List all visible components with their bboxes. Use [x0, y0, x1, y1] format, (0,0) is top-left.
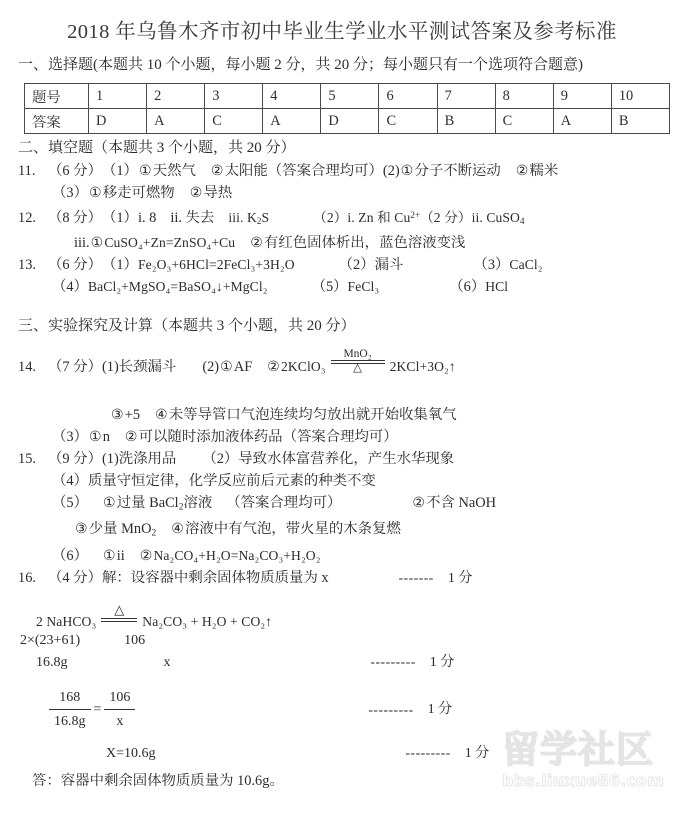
circled-number-2: ②	[267, 359, 280, 375]
page-title: 2018 年乌鲁木齐市初中毕业生学业水平测试答案及参考标准	[67, 21, 617, 43]
q13-part6-label: （6）	[449, 279, 486, 295]
q12-part-1ii: ii. 失去	[170, 209, 215, 226]
circled-number-1: ①	[88, 429, 102, 445]
numerator: 106	[109, 689, 131, 705]
fraction-left	[49, 687, 91, 732]
question-13-number: 13.	[18, 257, 36, 273]
q16-mass-left: 2×(23+61)	[20, 632, 81, 648]
circled-number-1: ①	[88, 185, 102, 201]
table-cell: C	[379, 109, 437, 134]
question-16-final-answer	[18, 770, 666, 792]
table-cell: D	[89, 109, 147, 134]
section-2-heading: 二、填空题（本题共 3 个小题，共 20 分）	[18, 140, 296, 156]
q15-part-1: (1)洗涤用品	[101, 451, 177, 467]
q16-given-left: 16.8g	[36, 654, 68, 670]
circled-number-2: ②	[139, 547, 153, 564]
table-cell: A	[553, 109, 611, 134]
reaction-arrow-icon	[329, 347, 387, 374]
circled-number-2: ②	[412, 495, 426, 511]
q12-iii-label: iii.	[74, 235, 90, 251]
q11-answer-1: 天然气	[152, 163, 196, 179]
circled-number-1: ①	[102, 495, 116, 511]
question-14-line-1	[18, 347, 666, 378]
catalyst-label: MnO₂	[343, 347, 372, 360]
circled-number-2: ②	[124, 429, 138, 445]
q15-part6-label: （6）	[52, 547, 88, 564]
table-cell: C	[495, 109, 553, 134]
question-16-points: （4 分）	[48, 569, 102, 586]
q15-part-4: （4）质量守恒定律，化学反应前后元素的种类不变	[52, 473, 376, 489]
q14-equation-right: 2KCl+3O₂↑	[389, 359, 456, 374]
score-mark: 1 分	[447, 570, 473, 586]
question-14-points: （7 分）	[48, 359, 102, 375]
question-15-line-1	[18, 448, 666, 470]
table-cell: A	[147, 109, 205, 134]
question-16-proportion-row	[18, 687, 666, 732]
question-15-line-4	[18, 518, 666, 544]
question-12-line-2	[18, 232, 666, 254]
question-12-number: 12.	[18, 209, 36, 226]
q13-part4-label: （4）	[52, 279, 88, 295]
q15-answer-3: 少量 MnO$_2$	[88, 521, 157, 539]
q15-answer-2: 不含 NaOH	[426, 495, 497, 511]
q15-answer-1: 过量 BaCl$_2$溶液	[116, 495, 213, 513]
q12-equation: CuSO₄+Zn=ZnSO₄+Cu	[104, 235, 236, 250]
q11-part1-label: （1）	[101, 163, 138, 179]
q13-equation-4: BaCl₂+MgSO₄=BaSO₄↓+MgCl₂	[87, 279, 268, 294]
q11-answer-2: 太阳能（答案合理均可）	[224, 163, 383, 179]
table-cell: 6	[379, 84, 437, 109]
table-cell: 8	[495, 84, 553, 109]
circled-number-3: ③	[111, 407, 124, 423]
q13-part3-label: （3）	[473, 257, 510, 273]
question-16-number: 16.	[18, 569, 36, 586]
question-12-line-1	[18, 204, 666, 232]
question-15-points: （9 分）	[48, 451, 102, 467]
question-14-line-3	[18, 426, 666, 448]
question-12-points: （8 分）	[48, 209, 102, 226]
q12-part-2i: （2）i. Zn 和 $Cu^{2+}$	[313, 209, 421, 225]
q11-answer-5: 移走可燃物	[102, 185, 175, 201]
q12-part-1iii: iii. $K_2S$	[228, 209, 270, 226]
q13-formula-6: HCl	[485, 279, 509, 294]
circled-number-4: ④	[155, 407, 168, 423]
q16-solution-statement: 解：设容器中剩余固体物质质量为 x	[101, 569, 329, 586]
table-cell: 9	[553, 84, 611, 109]
table-cell: 7	[437, 84, 495, 109]
q11-answer-6: 导热	[203, 185, 233, 201]
q13-part5-label: （5）	[311, 279, 348, 295]
circled-number-2: ②	[210, 163, 224, 179]
table-cell: C	[205, 109, 263, 134]
arrow-bar	[101, 618, 137, 622]
circled-number-1: ①	[400, 163, 414, 179]
question-13-points: （6 分）	[48, 257, 102, 273]
circled-number-2: ②	[189, 185, 203, 201]
question-16-molar-mass-row	[18, 630, 666, 651]
fraction-right	[104, 687, 135, 732]
q12-part-1i: （1）i. 8	[101, 209, 157, 226]
reaction-arrow-icon	[99, 601, 139, 629]
table-cell: 5	[321, 84, 379, 109]
q15-answer-5: ii	[116, 547, 125, 564]
question-15-line-2	[18, 470, 666, 492]
table-cell: 3	[205, 84, 263, 109]
q11-part3-label: （3）	[52, 185, 88, 201]
circled-number-2: ②	[515, 163, 529, 179]
score-dashes: -------	[398, 569, 434, 585]
question-11-points: （6 分）	[48, 163, 102, 179]
question-11-line-1	[18, 160, 666, 182]
q14-part2-label: (2)	[202, 359, 220, 375]
question-15-number: 15.	[18, 451, 36, 467]
question-14-line-2	[18, 404, 666, 426]
section-1-heading: 一、选择题(本题共 10 个小题，每小题 2 分，共 20 分；每小题只有一个选项符合题意)	[18, 57, 583, 73]
multiple-choice-answer-table	[24, 83, 670, 134]
question-13-line-1	[18, 254, 666, 276]
q15-equation-6: Na₂CO₄+H₂O=Na₂CO₃+H₂O₂	[153, 547, 321, 563]
table-cell: 1	[89, 84, 147, 109]
q14-answer-1: AF	[233, 359, 253, 375]
q14-answer-4: 未等导管口气泡连续均匀放出就开始收集氧气	[168, 407, 457, 423]
score-mark: 1 分	[429, 654, 455, 670]
q14-answer-3: +5	[124, 407, 141, 423]
question-14-number: 14.	[18, 359, 36, 375]
q14-part-1: (1)长颈漏斗	[101, 359, 177, 375]
q15-part5-label: （5）	[52, 495, 88, 511]
q15-answer-4: 溶液中有气泡，带火星的木条复燃	[184, 521, 401, 538]
circled-number-1: ①	[138, 163, 152, 179]
q13-part1-label: （1）	[101, 257, 138, 273]
score-mark: 1 分	[464, 745, 490, 761]
q12-part-2ii: （2 分）ii. CuSO$_4$	[420, 209, 525, 226]
section-3-heading: 三、实验探究及计算（本题共 3 个小题，共 20 分）	[18, 318, 356, 334]
watermark-logo-text: 留学社区	[502, 728, 654, 771]
circled-number-4: ④	[171, 521, 184, 538]
q14-equation-left: 2KClO₃	[280, 359, 326, 374]
circled-number-1: ①	[102, 547, 116, 564]
q16-equation-left: 2 NaHCO₃	[36, 613, 97, 629]
question-16-given-row	[18, 651, 666, 673]
numerator: 168	[59, 689, 81, 705]
q16-given-right: x	[163, 654, 171, 670]
watermark-url: bbs.liuxue86.com	[502, 771, 665, 790]
score-mark: 1 分	[427, 701, 453, 717]
q13-formula-3: CaCl₂	[509, 257, 543, 272]
row-header-question-number: 题号	[25, 84, 89, 109]
q13-part-2: （2）漏斗	[338, 257, 404, 273]
q16-mass-right: 106	[124, 632, 146, 648]
q11-answer-3: 分子不断运动	[414, 163, 501, 179]
q14-answer-6: 可以随时添加液体药品（答案合理均可）	[138, 429, 398, 445]
q15-part-2: （2）导致水体富营养化，产生水华现象	[202, 451, 455, 467]
q16-answer-text: 答：容器中剩余固体物质质量为 10.6g。	[32, 772, 284, 789]
table-row-question-numbers	[25, 84, 670, 109]
table-cell: 2	[147, 84, 205, 109]
circled-number-2: ②	[250, 235, 263, 251]
question-16-line-1	[18, 567, 666, 590]
table-cell: 4	[263, 84, 321, 109]
question-16-result-row	[18, 742, 666, 764]
q12-answer-2: 有红色固体析出，蓝色溶液变浅	[263, 235, 466, 251]
q13-equation-1: Fe₂O₃+6HCl=2FeCl₃+3H₂O	[137, 257, 295, 272]
heat-symbol: △	[114, 601, 125, 617]
score-dashes: ---------	[368, 701, 414, 717]
question-11-line-2	[18, 182, 666, 204]
score-dashes: ---------	[370, 653, 416, 669]
heat-symbol: △	[353, 361, 363, 374]
q11-part2-label: (2)	[382, 163, 400, 179]
q13-formula-5: FeCl₃	[347, 279, 380, 294]
score-dashes: ---------	[405, 744, 451, 760]
question-15-line-5	[18, 545, 666, 567]
question-11-number: 11.	[18, 163, 36, 179]
q14-answer-5: n	[102, 429, 110, 445]
circled-number-3: ③	[75, 521, 88, 538]
question-16-reaction-equation	[18, 601, 666, 630]
denominator: 16.8g	[49, 709, 91, 732]
circled-number-1: ①	[220, 359, 233, 375]
table-cell: 10	[611, 84, 669, 109]
equals-sign: =	[93, 701, 102, 717]
table-cell: B	[611, 109, 669, 134]
q16-equation-right: Na₂CO₃ + H₂O + CO₂↑	[142, 613, 273, 629]
row-header-answer: 答案	[25, 109, 89, 134]
table-cell: D	[321, 109, 379, 134]
table-cell: A	[263, 109, 321, 134]
q15-answer-1-note: （答案合理均可）	[226, 495, 342, 511]
question-15-line-3	[18, 492, 666, 518]
q11-answer-4: 糯米	[529, 163, 559, 179]
q14-part3-label: （3）	[52, 429, 88, 445]
q16-result: X=10.6g	[106, 745, 156, 761]
denominator: x	[104, 709, 135, 732]
question-13-line-2	[18, 276, 666, 298]
table-row-answers	[25, 109, 670, 134]
table-cell: B	[437, 109, 495, 134]
circled-number-1: ①	[90, 235, 104, 251]
